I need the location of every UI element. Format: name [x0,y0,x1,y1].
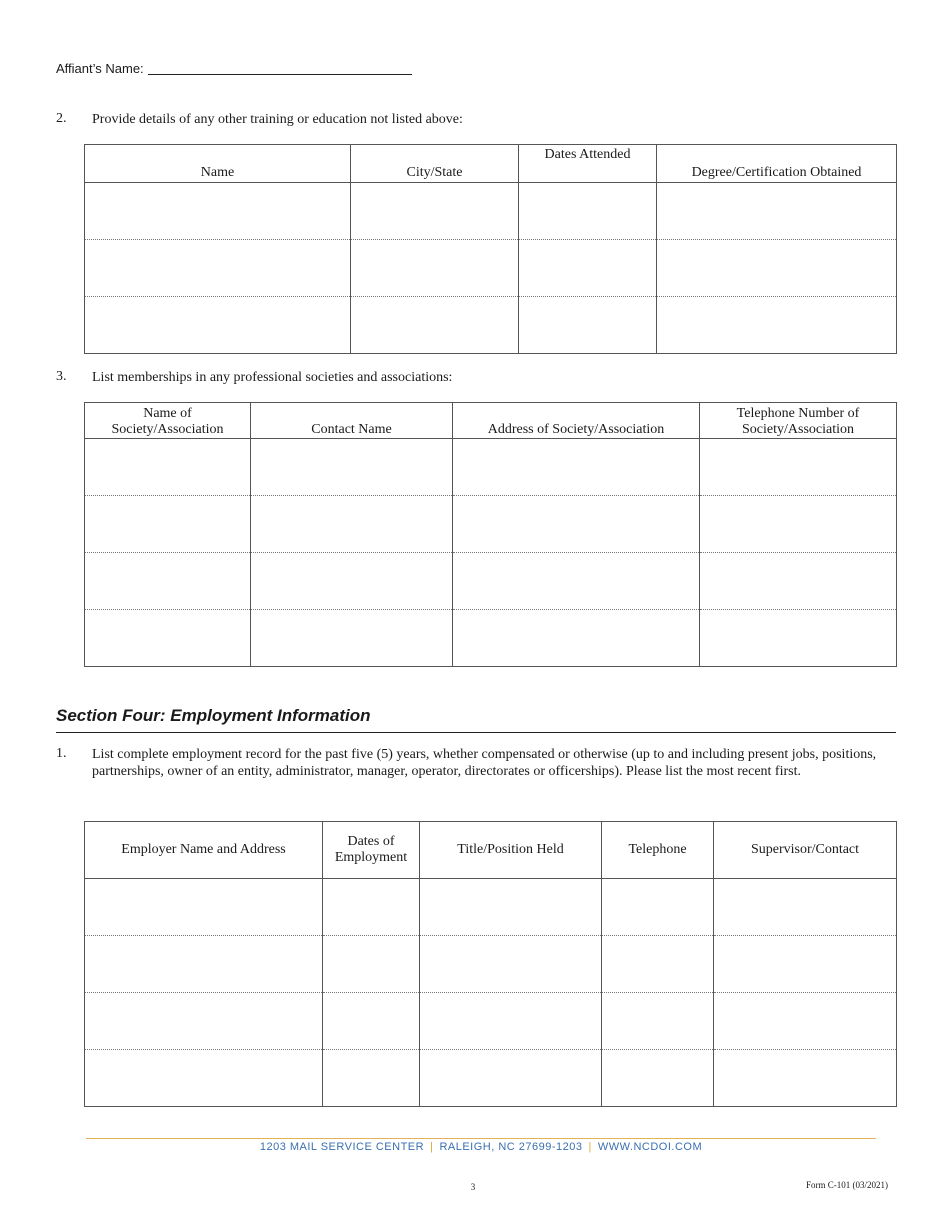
col-header-employer: Employer Name and Address [85,822,323,879]
table-cell[interactable] [453,610,700,667]
table-cell[interactable] [85,1050,323,1107]
question-2-number: 2. [56,111,67,126]
table-cell[interactable] [85,993,323,1050]
table-cell[interactable] [519,183,657,240]
page-number: 3 [470,1182,476,1192]
table-row [85,1050,897,1107]
table-cell[interactable] [251,610,453,667]
table-row [85,240,897,297]
col-header-dates-attended: Dates Attended [519,145,657,183]
table-row [85,297,897,354]
col-header-society-telephone: Telephone Number of Society/Association [700,403,897,439]
form-identifier: Form C-101 (03/2021) [806,1180,888,1190]
table-cell[interactable] [420,936,602,993]
question-2-text: Provide details of any other training or education not listed above: [92,112,463,127]
table-cell[interactable] [602,936,714,993]
table-cell[interactable] [714,879,897,936]
table-cell[interactable] [85,610,251,667]
col-header-contact-name: Contact Name [251,403,453,439]
footer-website-link[interactable]: WWW.NCDOI.COM [597,1141,703,1153]
table-cell[interactable] [453,496,700,553]
table-cell[interactable] [420,879,602,936]
table-row [85,183,897,240]
col-header-title-position: Title/Position Held [420,822,602,879]
footer-separator: | [588,1141,592,1153]
col-header-society-address: Address of Society/Association [453,403,700,439]
footer-address [86,1141,876,1153]
table-cell[interactable] [602,879,714,936]
table-cell[interactable] [453,439,700,496]
table-cell[interactable] [85,936,323,993]
question-3-text: List memberships in any professional societies and associations: [92,370,453,385]
footer-mail-center: 1203 MAIL SERVICE CENTER [259,1141,425,1153]
col-header-name: Name [85,145,351,183]
memberships-table [84,402,897,667]
table-cell[interactable] [85,297,351,354]
table-cell[interactable] [420,993,602,1050]
table-cell[interactable] [251,496,453,553]
table-cell[interactable] [714,993,897,1050]
table-cell[interactable] [85,879,323,936]
table-cell[interactable] [700,439,897,496]
table-cell[interactable] [351,297,519,354]
training-education-table [84,144,897,354]
table-cell[interactable] [251,553,453,610]
employment-record-table [84,821,897,1107]
col-header-telephone: Telephone [602,822,714,879]
table-cell[interactable] [351,183,519,240]
table-row [85,936,897,993]
col-header-society-name: Name of Society/Association [85,403,251,439]
section-four-question-1-number: 1. [56,746,67,761]
table-cell[interactable] [323,993,420,1050]
table-cell[interactable] [519,297,657,354]
table-cell[interactable] [251,439,453,496]
table-row [85,993,897,1050]
table-cell[interactable] [85,496,251,553]
col-header-city-state: City/State [351,145,519,183]
table-cell[interactable] [700,496,897,553]
footer-rule [86,1138,876,1139]
table-row [85,879,897,936]
table-cell[interactable] [602,993,714,1050]
section-four-question-1-text: List complete employment record for the past five (5) years, whether compensated or otherwise (up to and including present jobs, positions, partnerships, owner of an entity, administrator, manager, operator, directorates or officerships). Please list the most recent first. [92,747,877,779]
table-cell[interactable] [323,1050,420,1107]
section-four-title: Section Four: Employment Information [56,706,371,725]
table-cell[interactable] [85,553,251,610]
table-row [85,496,897,553]
table-row [85,610,897,667]
table-cell[interactable] [714,1050,897,1107]
footer-city: RALEIGH, NC 27699-1203 [439,1141,583,1153]
table-cell[interactable] [323,936,420,993]
table-cell[interactable] [85,183,351,240]
table-cell[interactable] [85,240,351,297]
table-cell[interactable] [657,183,897,240]
col-header-supervisor-contact: Supervisor/Contact [714,822,897,879]
table-cell[interactable] [714,936,897,993]
section-divider [56,732,896,733]
table-row [85,439,897,496]
table-cell[interactable] [657,240,897,297]
affiant-name-label: Affiant’s Name: [56,61,144,76]
table-cell[interactable] [323,879,420,936]
table-cell[interactable] [519,240,657,297]
table-cell[interactable] [602,1050,714,1107]
table-cell[interactable] [700,610,897,667]
table-row [85,553,897,610]
table-cell[interactable] [420,1050,602,1107]
table-cell[interactable] [657,297,897,354]
footer-separator: | [430,1141,434,1153]
table-cell[interactable] [453,553,700,610]
affiant-name-field[interactable] [148,74,412,75]
table-cell[interactable] [700,553,897,610]
table-cell[interactable] [351,240,519,297]
question-3-number: 3. [56,369,67,384]
table-cell[interactable] [85,439,251,496]
col-header-dates-of-employment: Dates of Employment [323,822,420,879]
col-header-degree-certification: Degree/Certification Obtained [657,145,897,183]
